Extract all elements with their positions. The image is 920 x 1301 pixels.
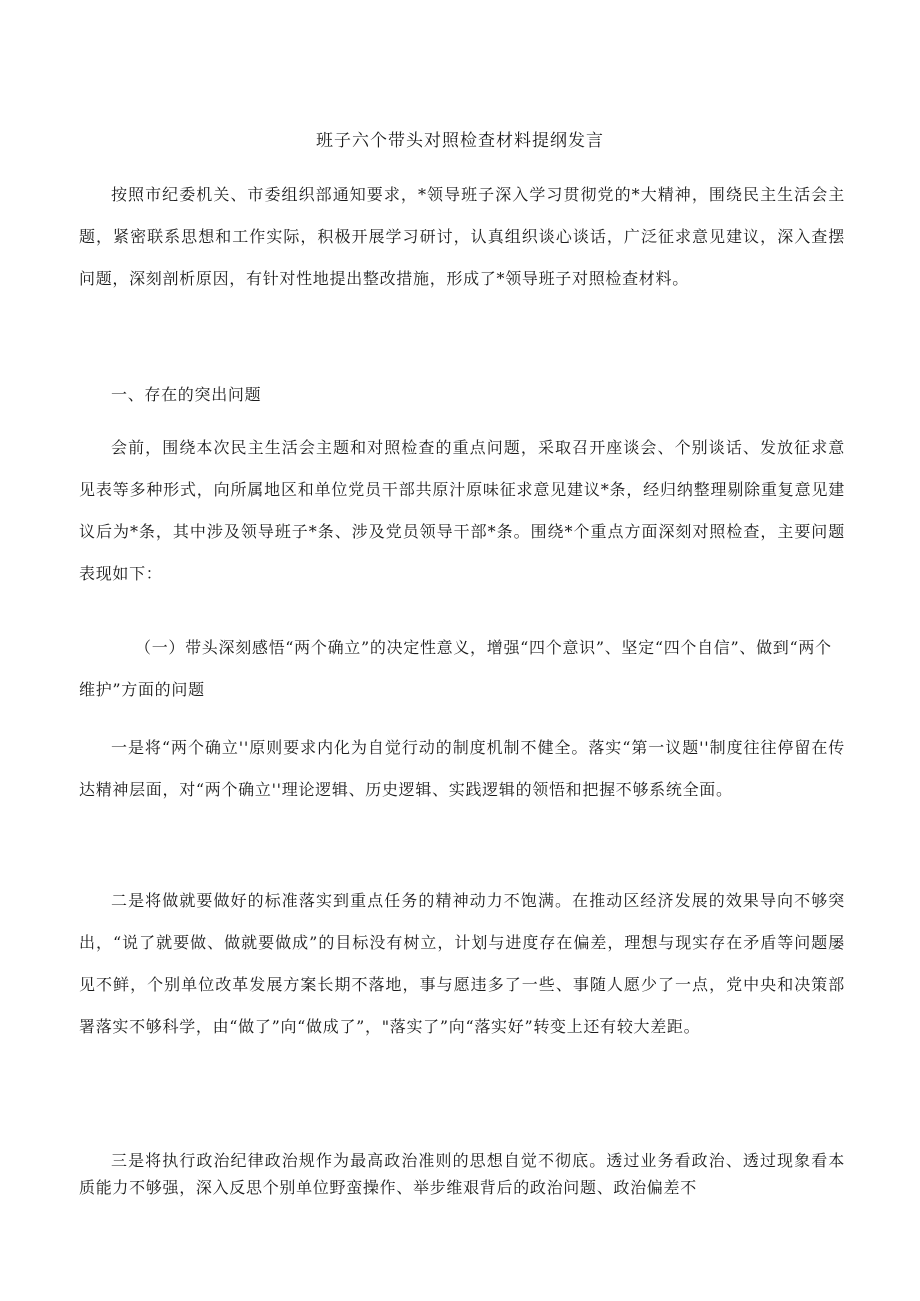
section-heading-problems: 一、存在的突出问题 (111, 385, 262, 404)
point-paragraph-3: 三是将执行政治纪律政治规作为最高政治准则的思想自觉不彻底。透过业务看政治、透过现象看本质能力不够强，深入反思个别单位野蛮操作、举步维艰背后的政治问题、政治偏差不 (79, 1151, 845, 1197)
subsection-heading-1: （一）带头深刻感悟“两个确立”的决定性意义，增强“四个意识”、坚定“四个自信”、做到“两个维护”方面的问题 (79, 638, 832, 699)
section-intro-paragraph: 会前，围绕本次民主生活会主题和对照检查的重点问题，采取召开座谈会、个别谈话、发放征求意见表等多种形式，向所属地区和单位党员干部共原汁原味征求意见建议*条，经归纳整理剔除重复意见建议后为*条，其中涉及领导班子*条、涉及党员领导干部*条。围绕*个重点方面深刻对照检查，主要问题表现如下： (79, 438, 845, 583)
document-title: 班子六个带头对照检查材料提纲发言 (316, 131, 604, 151)
point-paragraph-2: 二是将做就要做好的标准落实到重点任务的精神动力不饱满。在推动区经济发展的效果导向不够突出，“说了就要做、做就要做成”的目标没有树立，计划与进度存在偏差，理想与现实存在矛盾等问题屡见不鲜，个别单位改革发展方案长期不落地，事与愿违多了一些、事随人愿少了一点，党中央和决策部署落实不够科学，由“做了”向“做成了”，"落实了”向“落实好”转变上还有较大差距。 (79, 891, 845, 1036)
point-paragraph-1: 一是将“两个确立''原则要求内化为自觉行动的制度机制不健全。落实“第一议题''制度往往停留在传达精神层面，对“两个确立''理论逻辑、历史逻辑、实践逻辑的领悟和把握不够系统全面。 (79, 738, 845, 799)
intro-paragraph: 按照市纪委机关、市委组织部通知要求，*领导班子深入学习贯彻党的*大精神，围绕民主生活会主题，紧密联系思想和工作实际，积极开展学习研讨，认真组织谈心谈话，广泛征求意见建议，深入查摆问题，深刻剖析原因，有针对性地提出整改措施，形成了*领导班子对照检查材料。 (79, 185, 845, 288)
